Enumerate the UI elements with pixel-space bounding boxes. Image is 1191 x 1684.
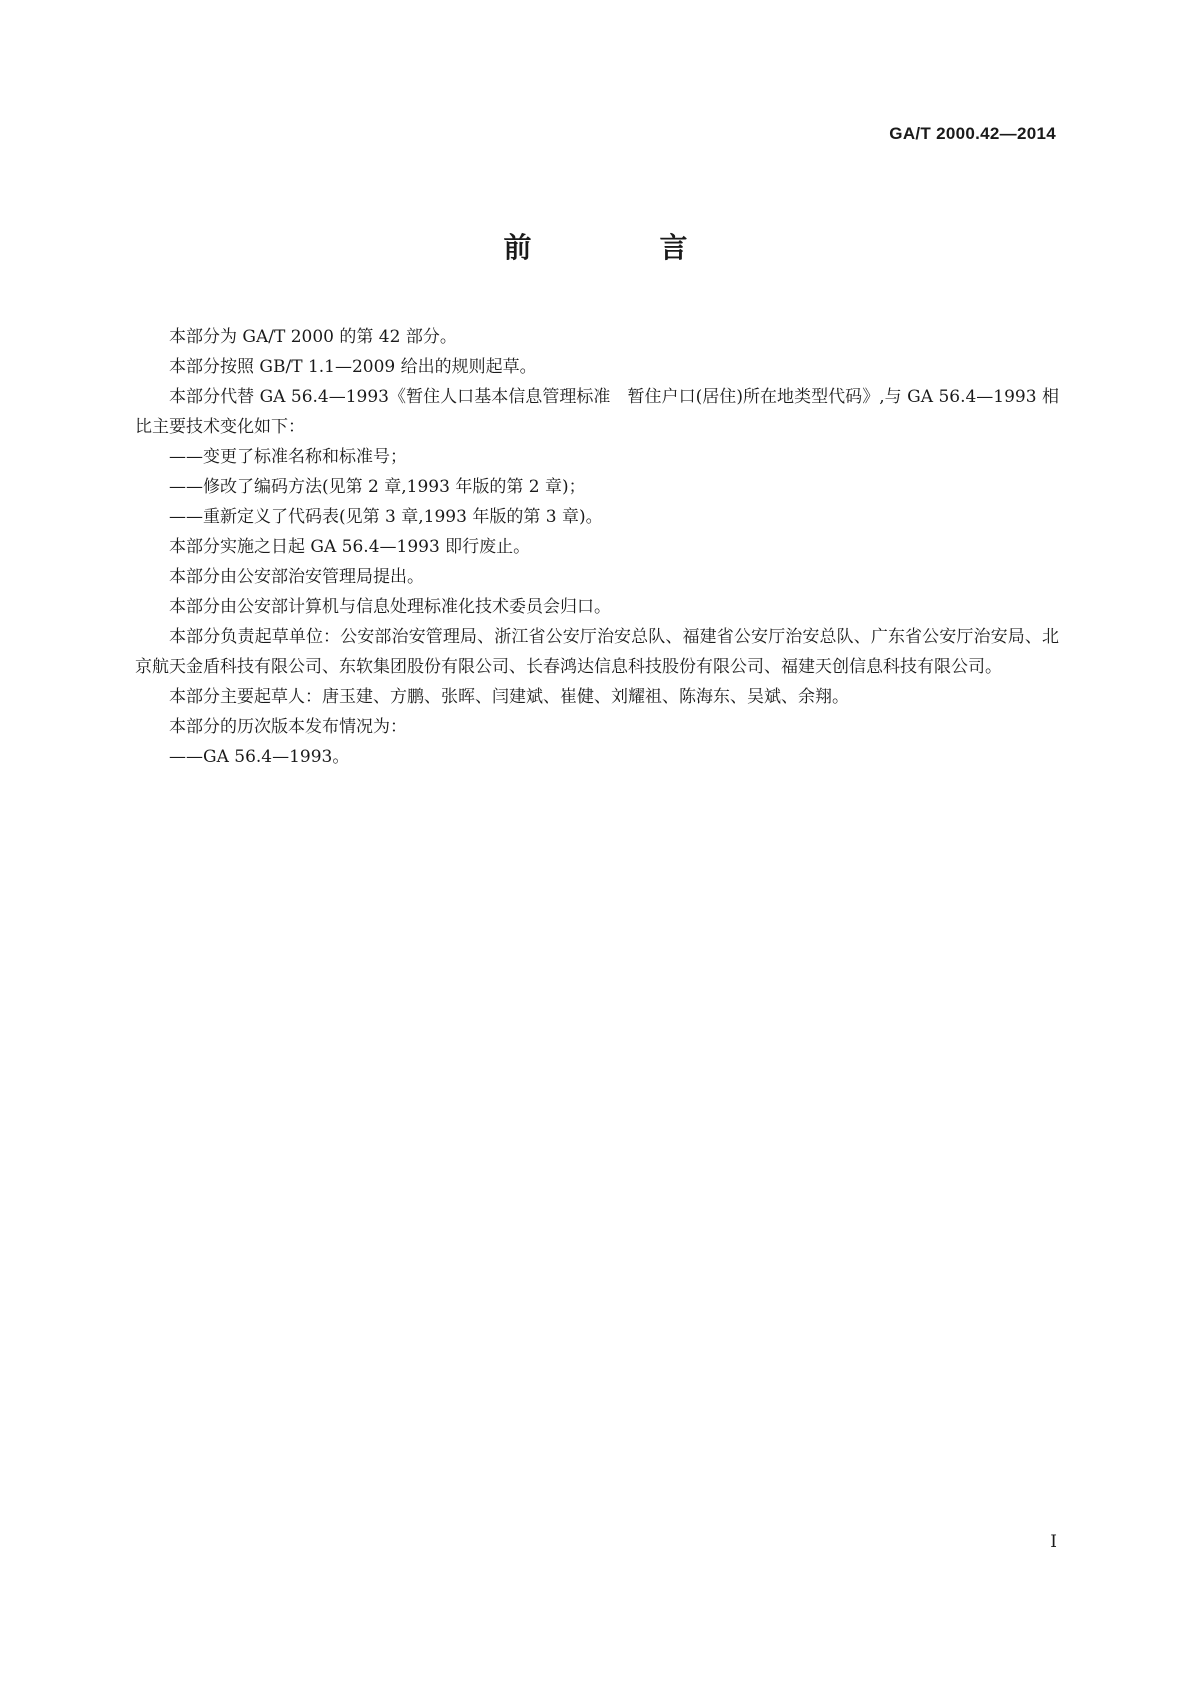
list-item: ——GA 56.4—1993。 [169,747,350,767]
paragraph: 本部分负责起草单位：公安部治安管理局、浙江省公安厅治安总队、福建省公安厅治安总队、广东省公安厅治安局、北京航天金盾科技有限公司、东软集团股份有限公司、长春鸿达信息科技股份有限公司、福建天创信息科技有限公司。 [135,627,1059,677]
paragraph: 本部分由公安部治安管理局提出。 [169,567,424,587]
paragraph: 本部分按照 GB/T 1.1—2009 给出的规则起草。 [169,357,537,377]
paragraph: 本部分主要起草人：唐玉建、方鹏、张晖、闫建斌、崔健、刘耀祖、陈海东、吴斌、余翔。 [169,687,849,707]
list-item: ——重新定义了代码表(见第 3 章,1993 年版的第 3 章)。 [169,507,603,527]
paragraph: 本部分为 GA/T 2000 的第 42 部分。 [169,327,457,347]
list-item: ——变更了标准名称和标准号； [169,447,407,467]
standard-code: GA/T 2000.42—2014 [889,124,1056,143]
foreword-body [135,322,1059,772]
paragraph: 本部分由公安部计算机与信息处理标准化技术委员会归口。 [169,597,611,617]
list-item: ——修改了编码方法(见第 2 章,1993 年版的第 2 章)； [169,477,586,497]
paragraph: 本部分的历次版本发布情况为： [169,717,407,737]
paragraph: 本部分实施之日起 GA 56.4—1993 即行废止。 [169,537,531,557]
page-title: 前 言 [503,231,738,264]
paragraph: 本部分代替 GA 56.4—1993《暂住人口基本信息管理标准 暂住户口(居住)所在地类型代码》,与 GA 56.4—1993 相比主要技术变化如下： [135,387,1059,437]
page-number: I [1050,1532,1057,1552]
